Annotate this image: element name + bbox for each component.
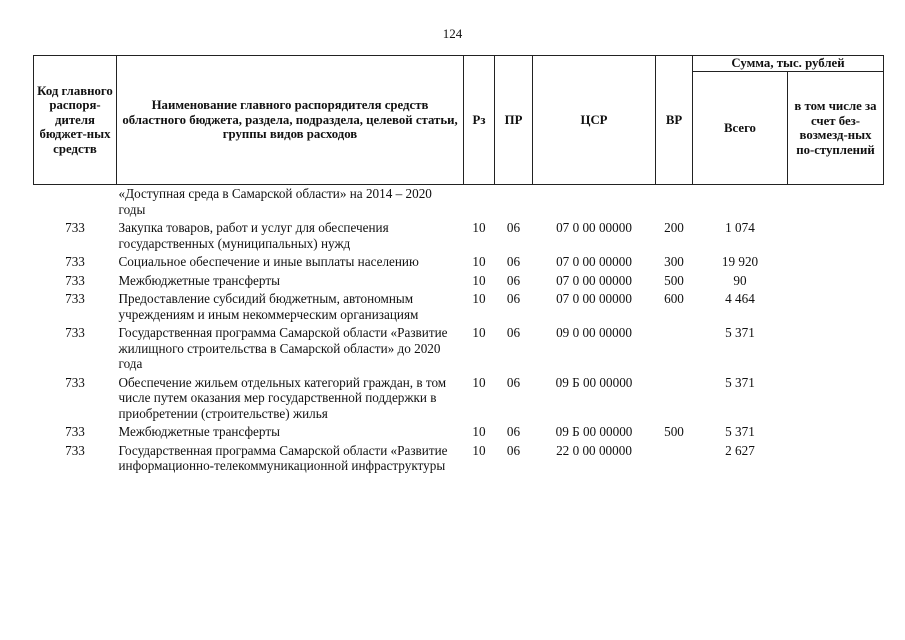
row-rz: 10 xyxy=(472,254,486,269)
row-free xyxy=(788,254,884,273)
row-rz: 10 xyxy=(472,272,486,288)
row-vr: 300 xyxy=(664,254,684,269)
header-rz: Рз xyxy=(464,56,495,185)
row-code: 733 xyxy=(65,442,85,458)
row-total: 90 xyxy=(733,272,747,288)
row-csr: 09 0 00 00000 xyxy=(556,325,632,340)
table-row xyxy=(34,375,884,425)
row-name: Обеспечение жильем отдельных категорий граждан, в том числе путем оказания мер государственной поддержки в приобретении (строительстве) жилья xyxy=(118,374,447,421)
row-free xyxy=(788,325,884,375)
row-code: 733 xyxy=(65,291,85,306)
row-total: 5 371 xyxy=(725,374,755,390)
row-csr: 09 Б 00 00000 xyxy=(555,424,633,439)
row-name: Закупка товаров, работ и услуг для обеспечения государственных (муниципальных) нужд xyxy=(118,220,389,251)
table-row xyxy=(34,273,884,292)
row-csr: 07 0 00 00000 xyxy=(556,254,632,269)
row-pr: 06 xyxy=(506,220,521,235)
row-vr: 500 xyxy=(664,272,684,288)
row-rz: 10 xyxy=(472,220,486,235)
header-pr: ПР xyxy=(495,56,533,185)
row-pr: 06 xyxy=(506,442,521,458)
row-vr: 200 xyxy=(664,220,684,235)
budget-table xyxy=(33,55,884,477)
row-rz: 10 xyxy=(472,325,486,340)
row-name: Межбюджетные трансферты xyxy=(118,424,280,439)
header-total: Всего xyxy=(693,72,788,185)
row-pr: 06 xyxy=(506,291,521,306)
row-free xyxy=(788,443,884,477)
row-csr: 07 0 00 00000 xyxy=(556,220,632,235)
header-code: Код главного распоря-дителя бюджет-ных средств xyxy=(34,56,117,185)
row-name: Государственная программа Самарской области «Развитие информационно-телекоммуникационной инфраструктуры xyxy=(118,442,448,473)
continuation-text: «Доступная среда в Самарской области» на 2014 – 2020 годы xyxy=(118,186,432,217)
continuation-row xyxy=(34,185,884,221)
row-code: 733 xyxy=(65,374,85,390)
row-pr: 06 xyxy=(506,424,521,439)
row-vr: 600 xyxy=(664,291,684,306)
row-total: 5 371 xyxy=(725,325,755,340)
row-rz: 10 xyxy=(472,291,486,306)
row-name: Государственная программа Самарской области «Развитие жилищного строительства в Самарской области» до 2020 года xyxy=(118,325,448,371)
table-row xyxy=(34,325,884,375)
row-csr: 07 0 00 00000 xyxy=(556,291,632,306)
row-rz: 10 xyxy=(472,424,486,439)
row-csr: 09 Б 00 00000 xyxy=(555,374,633,390)
row-name: Социальное обеспечение и иные выплаты населению xyxy=(118,254,419,269)
row-free xyxy=(788,220,884,254)
row-pr: 06 xyxy=(506,254,521,269)
row-vr xyxy=(656,375,693,425)
row-code: 733 xyxy=(65,272,85,288)
table-row xyxy=(34,220,884,254)
row-rz: 10 xyxy=(472,442,486,458)
row-csr: 22 0 00 00000 xyxy=(556,442,632,458)
header-csr: ЦСР xyxy=(533,56,656,185)
table-row xyxy=(34,443,884,477)
row-csr: 07 0 00 00000 xyxy=(556,272,632,288)
header-vr: ВР xyxy=(656,56,693,185)
row-free xyxy=(788,291,884,325)
row-pr: 06 xyxy=(506,272,521,288)
row-free xyxy=(788,424,884,443)
header-free: в том числе за счет без-возмезд-ных по-ступлений xyxy=(788,72,884,185)
row-vr: 500 xyxy=(664,424,684,439)
row-name: Предоставление субсидий бюджетным, автономным учреждениям и иным некоммерческим организациям xyxy=(118,291,419,322)
row-free xyxy=(788,375,884,425)
row-code: 733 xyxy=(65,220,85,235)
row-pr: 06 xyxy=(506,374,521,390)
row-rz: 10 xyxy=(472,374,486,390)
header-name: Наименование главного распорядителя средств областного бюджета, раздела, подраздела, целевой статьи, группы видов расходов xyxy=(117,56,464,185)
row-vr xyxy=(656,443,693,477)
page-number: 124 xyxy=(442,26,463,41)
row-total: 5 371 xyxy=(725,424,755,439)
row-total: 19 920 xyxy=(721,254,759,269)
row-total: 1 074 xyxy=(725,220,755,235)
header-row xyxy=(34,56,884,72)
table-row xyxy=(34,291,884,325)
row-pr: 06 xyxy=(506,325,521,340)
row-code: 733 xyxy=(65,254,85,269)
row-vr xyxy=(656,325,693,375)
table-row xyxy=(34,254,884,273)
row-name: Межбюджетные трансферты xyxy=(118,272,280,288)
table-row xyxy=(34,424,884,443)
row-code: 733 xyxy=(65,424,85,439)
row-code: 733 xyxy=(65,325,85,340)
row-total: 4 464 xyxy=(725,291,755,306)
row-free xyxy=(788,273,884,292)
header-sum: Сумма, тыс. рублей xyxy=(693,56,884,72)
row-total: 2 627 xyxy=(725,442,755,458)
